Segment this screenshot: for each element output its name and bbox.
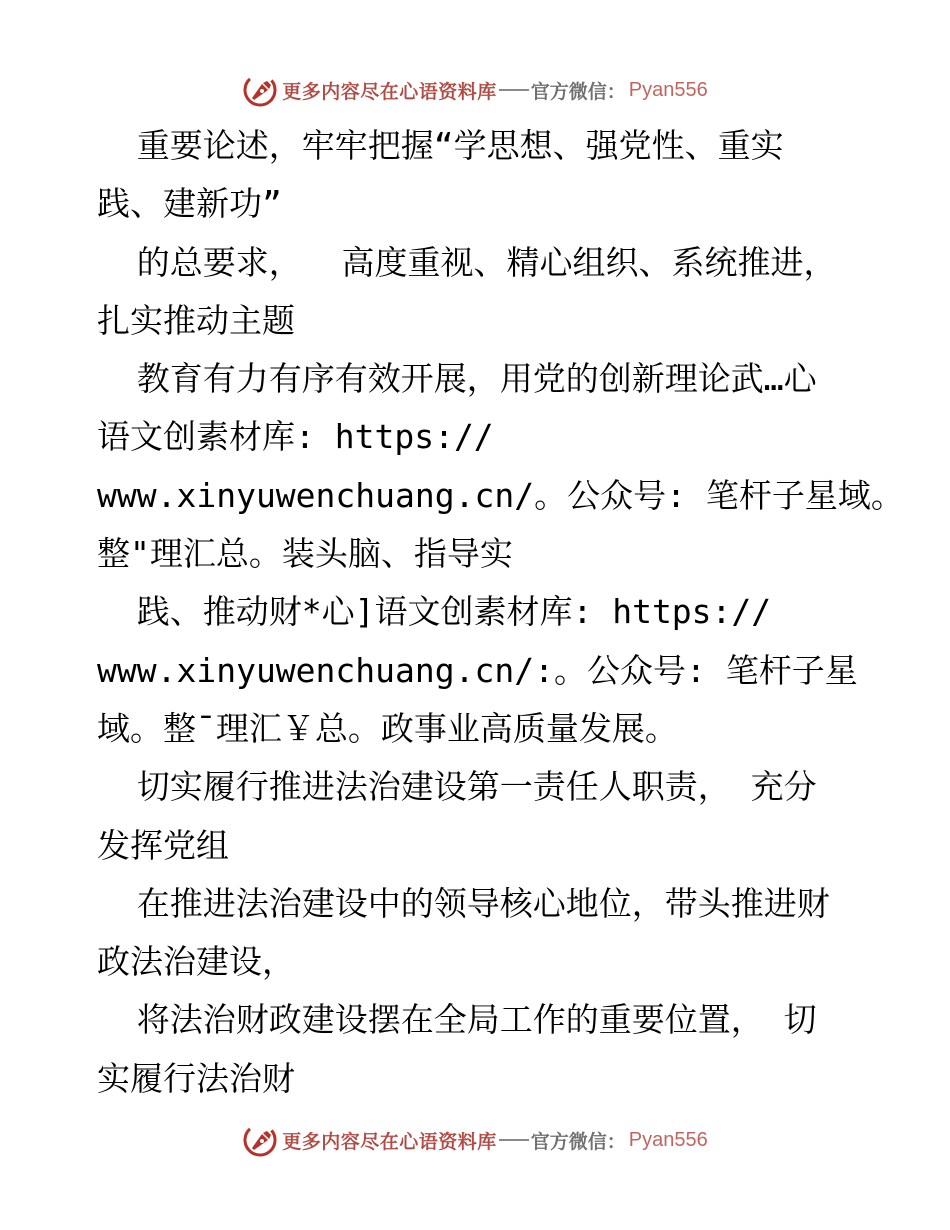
text-line: 践、建新功”: [97, 184, 282, 224]
text-line: www.xinyuwenchuang.cn/:。公众号: 笔杆子星: [97, 650, 858, 690]
body-text: [97, 117, 904, 1108]
banner-wechat-id: Pyan556: [628, 78, 708, 101]
footer-banner: [0, 1120, 950, 1160]
pen-nib-logo-icon: [242, 1122, 278, 1158]
text-line: 扎实推动主题: [97, 300, 295, 340]
text-line: 践、推动财*心]语文创素材库: https://: [97, 592, 772, 632]
banner-dash: [499, 1139, 529, 1141]
text-line: 在推进法治建设中的领导核心地位，带头推进财: [97, 883, 830, 923]
text-line: 将法治财政建设摆在全局工作的重要位置， 切: [97, 1000, 817, 1040]
pen-nib-logo-icon: [242, 72, 278, 108]
text-line: www.xinyuwenchuang.cn/。公众号: 笔杆子星域。: [97, 475, 904, 515]
text-line: 的总要求， 高度重视、精心组织、系统推进，: [97, 242, 837, 282]
text-line: 整"理汇总。装头脑、指导实: [97, 534, 513, 574]
header-banner: [0, 70, 950, 110]
banner-wechat-label: 官方微信：: [530, 80, 626, 103]
text-line: 发挥党组: [97, 825, 229, 865]
banner-text: 更多内容尽在心语资料库: [282, 1130, 497, 1153]
text-line: 域。整¯理汇￥总。政事业高质量发展。: [97, 708, 678, 748]
banner-wechat-label: 官方微信：: [530, 1130, 626, 1153]
banner-text: 更多内容尽在心语资料库: [282, 80, 497, 103]
banner-dash: [499, 89, 529, 91]
text-line: 教育有力有序有效开展，用党的创新理论武…心: [97, 359, 817, 399]
text-line: 重要论述，牢牢把握“学思想、强党性、重实: [97, 126, 784, 165]
banner-wechat-id: Pyan556: [628, 1128, 708, 1151]
text-line: 实履行法治财: [97, 1058, 295, 1098]
text-line: 政法治建设，: [97, 942, 295, 982]
text-line: 切实履行推进法治建设第一责任人职责， 充分: [97, 767, 817, 807]
text-line: 语文创素材库: https://: [97, 417, 494, 457]
